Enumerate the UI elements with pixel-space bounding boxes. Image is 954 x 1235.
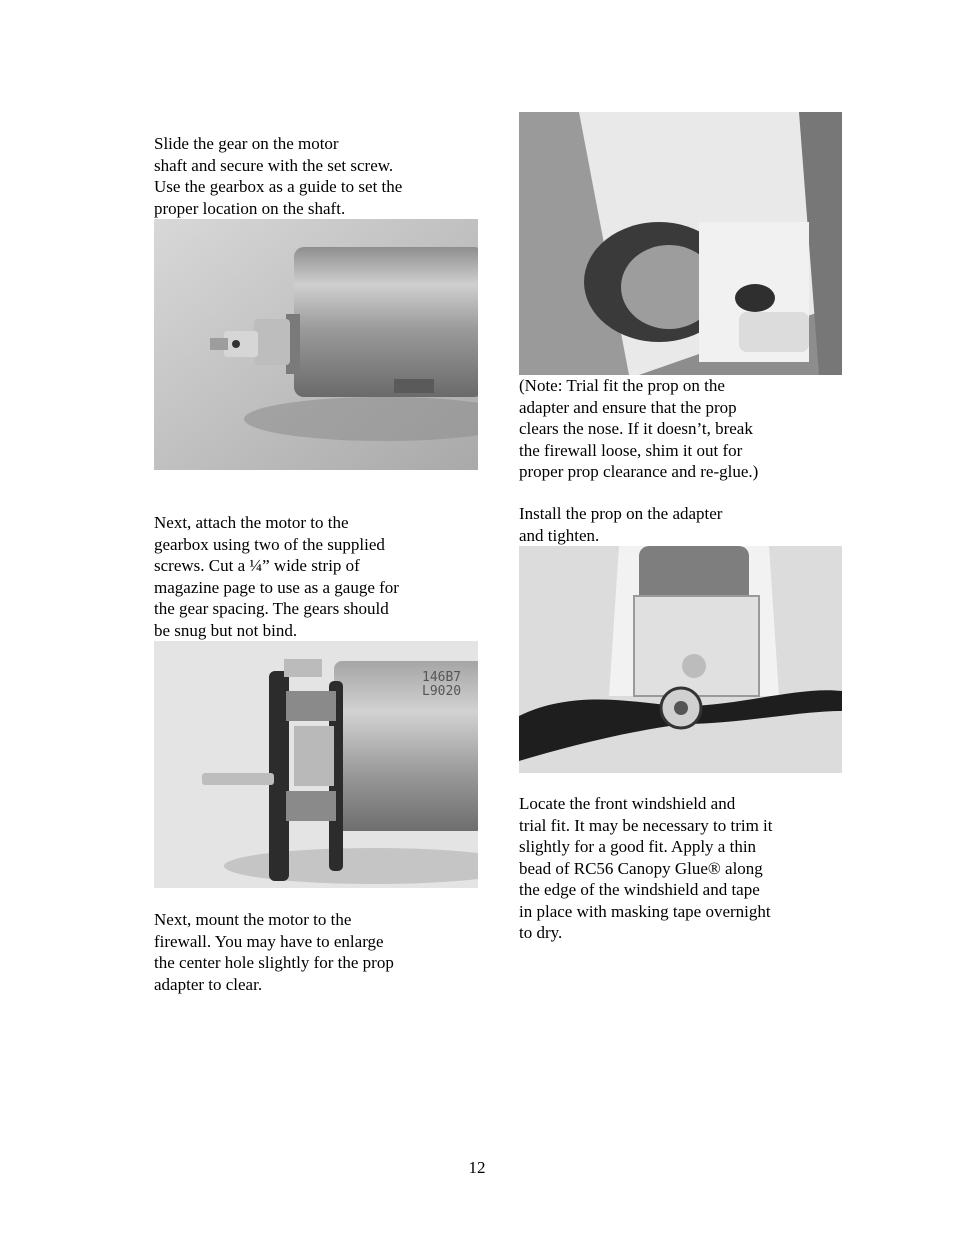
motor-can-print: 146B7 L9020 <box>422 670 462 699</box>
photo-prop-installed <box>519 546 842 773</box>
step3-text: Next, mount the motor to the firewall. You may have to enlarge the center hole slightly for the prop adapter to clear. <box>154 910 394 994</box>
step1-text: Slide the gear on the motor shaft and secure with the set screw. Use the gearbox as a guide to set the proper location on the shaft. <box>154 134 403 218</box>
step2-text: Next, attach the motor to the gearbox using two of the supplied screws. Cut a ¼” wide strip of magazine page to use as a gauge for the gear spacing. The gears should be snug but not bind. <box>154 513 399 640</box>
photo-motor-on-gearbox <box>154 641 478 888</box>
step5-text: Locate the front windshield and trial fit. It may be necessary to trim it slightly for a good fit. Apply a thin bead of RC56 Canopy Glue® along the edge of the windshield and tape in place with masking tape overnight to dry. <box>519 794 773 942</box>
note-text: (Note: Trial fit the prop on the adapter and ensure that the prop clears the nose. If it doesn’t, break the firewall loose, shim it out for proper prop clearance and re-glue.) <box>519 376 759 481</box>
photo-gear-on-motor-shaft <box>154 219 478 470</box>
page-number: 12 <box>468 1158 486 1177</box>
step4-text: Install the prop on the adapter and tighten. <box>519 504 723 545</box>
photo-motor-in-fuselage-nose <box>519 112 842 375</box>
